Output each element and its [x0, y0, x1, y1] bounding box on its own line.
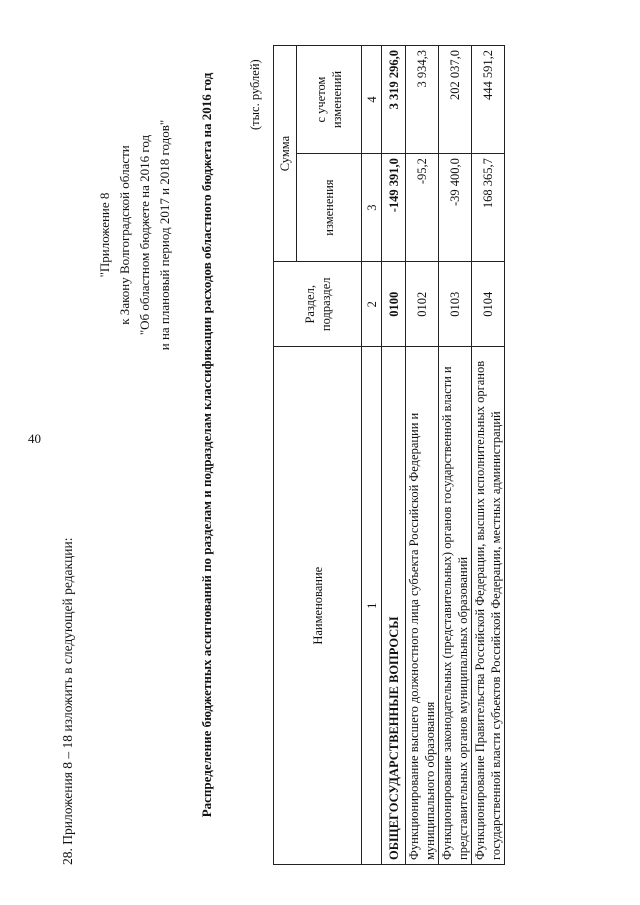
column-number-3: 3	[362, 154, 382, 262]
column-number-4: 4	[362, 46, 382, 154]
document-title: Распределение бюджетных ассигнований по разделам и подразделам классификации расходов областного бюджета на 2016 год	[199, 72, 214, 818]
table-row	[472, 46, 505, 865]
budget-table	[273, 45, 505, 865]
row-name: Функционирование Правительства Российской Федерации, высших исполнительных органов государственной власти субъектов Российской Федерации, местных администраций	[472, 347, 505, 865]
row-change: -39 400,0	[439, 154, 472, 262]
row-code: 0102	[406, 262, 439, 347]
row-name: ОБЩЕГОСУДАРСТВЕННЫЕ ВОПРОСЫ	[382, 347, 406, 865]
row-code: 0103	[439, 262, 472, 347]
row-total: 3 934,3	[406, 46, 439, 154]
header-with-changes: с учетом изменений	[297, 46, 362, 154]
row-change: 168 365,7	[472, 154, 505, 262]
row-total: 202 037,0	[439, 46, 472, 154]
column-number-2: 2	[362, 262, 382, 347]
row-name: Функционирование законодательных (представительных) органов государственной власти и представительных органов муниципальных образований	[439, 347, 472, 865]
row-code: 0100	[382, 262, 406, 347]
header-name: Наименование	[274, 347, 362, 865]
header-section: Раздел, подраздел	[274, 262, 362, 347]
appendix-header	[95, 85, 175, 385]
row-change: -95,2	[406, 154, 439, 262]
page-number: 40	[28, 431, 41, 446]
units-label: (тыс. рублей)	[248, 59, 262, 130]
header-change: изменения	[297, 154, 362, 262]
table-row	[406, 46, 439, 865]
header-sum: Сумма	[274, 46, 297, 262]
intro-text: 28. Приложения 8 – 18 изложить в следующей редакции:	[60, 537, 75, 865]
row-code: 0104	[472, 262, 505, 347]
column-number-1: 1	[362, 347, 382, 865]
appendix-line-2: к Закону Волгоградской области	[117, 145, 132, 325]
appendix-line-4: и на плановый период 2017 и 2018 годов"	[157, 119, 172, 351]
row-change: -149 391,0	[382, 154, 406, 262]
appendix-line-3: "Об областном бюджете на 2016 год	[137, 134, 152, 336]
table-row	[439, 46, 472, 865]
row-total: 444 591,2	[472, 46, 505, 154]
appendix-line-1: "Приложение 8	[97, 192, 112, 278]
row-total: 3 319 296,0	[382, 46, 406, 154]
table-row	[382, 46, 406, 865]
row-name: Функционирование высшего должностного лица субъекта Российской Федерации и муниципального образования	[406, 347, 439, 865]
